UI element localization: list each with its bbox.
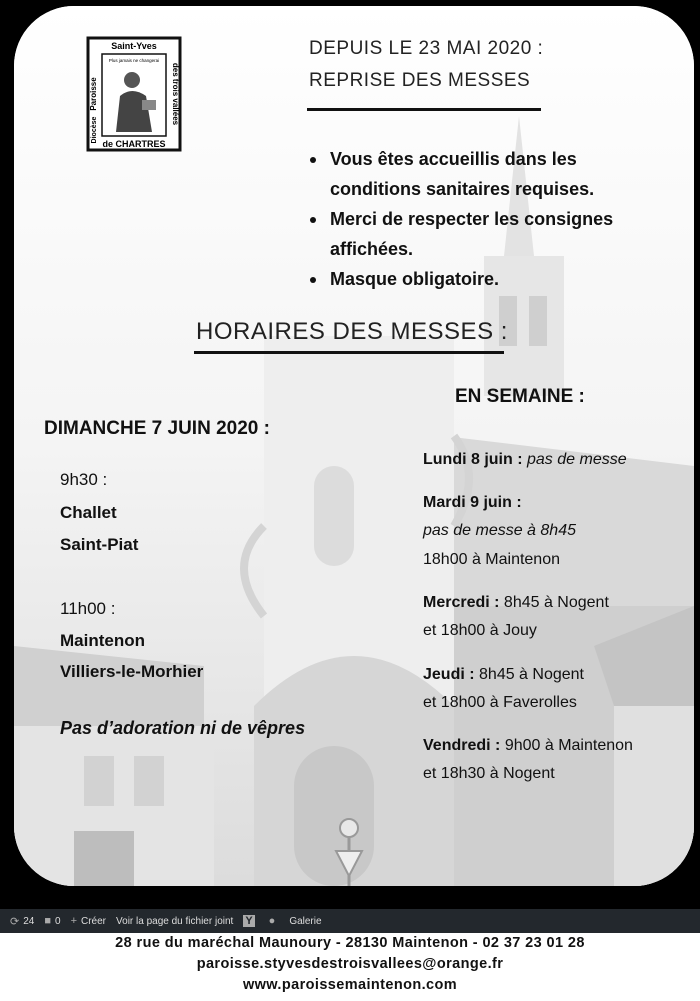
seal-motto: Plus jamais ne changerai xyxy=(108,58,160,63)
mercredi-row xyxy=(423,594,609,612)
vendredi-label: Vendredi : xyxy=(423,737,501,754)
create-label: Créer xyxy=(81,915,107,927)
seal-text-diocese: Diocèse xyxy=(91,116,98,144)
bullet-dot-icon xyxy=(310,277,316,283)
status-dot-icon: ● xyxy=(268,915,276,927)
header-line-2: REPRISE DES MESSES xyxy=(309,70,531,91)
mardi-label: Mardi 9 juin : xyxy=(423,494,522,511)
seal-text-top: Saint-Yves xyxy=(111,41,157,51)
comments-item[interactable] xyxy=(44,915,60,927)
footer-website[interactable]: www.paroissemaintenon.com xyxy=(242,977,458,993)
seal-text-left: Paroisse xyxy=(89,77,98,111)
comments-count: 0 xyxy=(55,915,61,927)
bullet-masque xyxy=(310,264,630,294)
bullet-3-line-1: Masque obligatoire. xyxy=(330,269,500,289)
dimanche-place-2: Saint-Piat xyxy=(60,535,139,554)
contact-footer xyxy=(0,933,700,1001)
bullet-accueil xyxy=(310,144,630,204)
footer-address: 28 rue du maréchal Maunoury - 28130 Maintenon - 02 37 23 01 28 xyxy=(115,935,585,951)
vendredi-text-1: 9h00 à Maintenon xyxy=(504,737,633,754)
updates-item[interactable] xyxy=(10,915,34,928)
lundi-row xyxy=(423,451,627,469)
refresh-icon: ⟳ xyxy=(10,915,20,928)
gallery-label: Galerie xyxy=(289,915,322,927)
bullet-dot-icon xyxy=(310,217,316,223)
wp-admin-bar xyxy=(0,909,700,933)
bullet-2-line-1: Merci de respecter les consignes xyxy=(330,209,614,229)
create-item[interactable] xyxy=(71,915,106,927)
dimanche-time-1: 9h30 : xyxy=(60,470,108,489)
view-attachment-link[interactable] xyxy=(116,916,233,927)
seal-text-bottom: de CHARTRES xyxy=(102,139,166,149)
bullet-dot-icon xyxy=(310,157,316,163)
mardi-text-2: 18h00 à Maintenon xyxy=(423,551,560,568)
bullet-1-line-1: Vous êtes accueillis dans les xyxy=(330,149,577,169)
comment-icon: ■ xyxy=(44,915,51,927)
status-item[interactable] xyxy=(269,915,280,927)
dimanche-title: DIMANCHE 7 JUIN 2020 : xyxy=(44,418,270,439)
mercredi-text-1: 8h45 à Nogent xyxy=(503,594,609,611)
horaires-title: HORAIRES DES MESSES : xyxy=(196,318,508,345)
horaires-underline xyxy=(194,351,504,354)
seal-text-right: des trois vallées xyxy=(171,62,180,126)
dimanche-note: Pas d’adoration ni de vêpres xyxy=(60,718,306,738)
bullet-2-line-2: affichées. xyxy=(330,239,414,259)
mercredi-text-2: et 18h00 à Jouy xyxy=(423,622,537,639)
yoast-item[interactable] xyxy=(243,915,258,927)
dimanche-place-1: Challet xyxy=(60,503,117,522)
header-line-1: DEPUIS LE 23 MAI 2020 : xyxy=(309,38,544,59)
jeudi-row xyxy=(423,666,584,684)
gallery-item[interactable] xyxy=(289,916,321,927)
bullet-1-line-2: conditions sanitaires requises. xyxy=(330,179,595,199)
dimanche-place-3: Maintenon xyxy=(60,631,145,650)
vendredi-row xyxy=(423,737,633,755)
jeudi-text-1: 8h45 à Nogent xyxy=(479,666,584,683)
dimanche-time-2: 11h00 : xyxy=(60,599,116,618)
updates-count: 24 xyxy=(23,915,35,927)
jeudi-label: Jeudi : xyxy=(423,666,475,683)
semaine-title: EN SEMAINE : xyxy=(455,386,585,407)
jeudi-text-2: et 18h00 à Faverolles xyxy=(423,694,577,711)
plus-icon: + xyxy=(70,915,77,927)
footer-email[interactable]: paroisse.styvesdestroisvallees@orange.fr xyxy=(196,956,504,972)
lundi-text: pas de messe xyxy=(527,451,627,468)
vendredi-text-2: et 18h30 à Nogent xyxy=(423,765,555,782)
dimanche-place-4: Villiers-le-Morhier xyxy=(60,662,204,681)
bullet-consignes xyxy=(310,204,640,264)
mardi-text-1: pas de messe à 8h45 xyxy=(423,522,576,539)
yoast-icon: Y xyxy=(245,915,253,927)
flyer-card xyxy=(14,6,694,886)
lundi-label: Lundi 8 juin : xyxy=(423,451,523,468)
parish-seal-logo xyxy=(80,32,188,156)
mercredi-label: Mercredi : xyxy=(423,594,500,611)
view-label: Voir la page du fichier joint xyxy=(116,915,234,927)
header-underline xyxy=(307,108,541,111)
